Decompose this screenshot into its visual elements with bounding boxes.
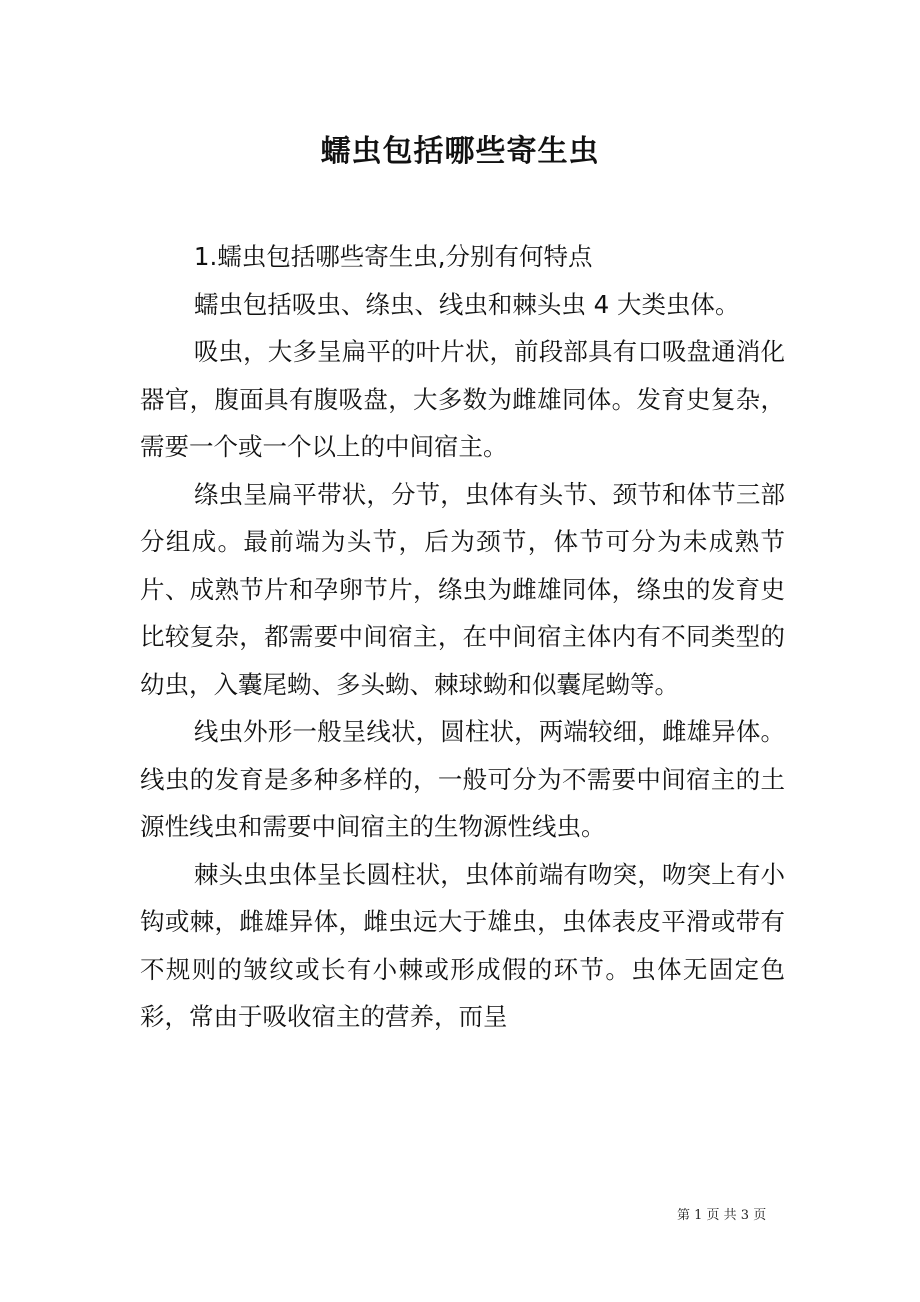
page-number-footer: 第 1 页 共 3 页 [677,1208,767,1223]
document-body [140,233,785,1041]
paragraph-trematode: 吸虫，大多呈扁平的叶片状，前段部具有口吸盘通消化器官，腹面具有腹吸盘，大多数为雌雄同体。发育史复杂，需要一个或一个以上的中间宿主。 [140,337,785,461]
paragraph-heading: 1.蠕虫包括哪些寄生虫,分别有何特点 [193,242,593,271]
paragraph-overview: 蠕虫包括吸虫、绦虫、线虫和棘头虫 4 大类虫体。 [193,289,740,319]
paragraph-acanthocephalan: 棘头虫虫体呈长圆柱状，虫体前端有吻突，吻突上有小钩或棘，雌雄异体，雌虫远大于雄虫，虫体表皮平滑或带有不规则的皱纹或长有小棘或形成假的环节。虫体无固定色彩，常由于吸收宿主的营养，而呈 [140,859,785,1031]
paragraph-nematode: 线虫外形一般呈线状，圆柱状，两端较细，雌雄异体。线虫的发育是多种多样的，一般可分为不需要中间宿主的土源性线虫和需要中间宿主的生物源性线虫。 [140,717,785,841]
document-title: 蠕虫包括哪些寄生虫 [320,134,600,169]
paragraph-cestode: 绦虫呈扁平带状，分节，虫体有头节、颈节和体节三部分组成。最前端为头节，后为颈节，体节可分为未成熟节片、成熟节片和孕卵节片，绦虫为雌雄同体，绦虫的发育史比较复杂，都需要中间宿主，在中间宿主体内有不同类型的幼虫，入囊尾蚴、多头蚴、棘球蚴和似囊尾蚴等。 [140,479,785,699]
